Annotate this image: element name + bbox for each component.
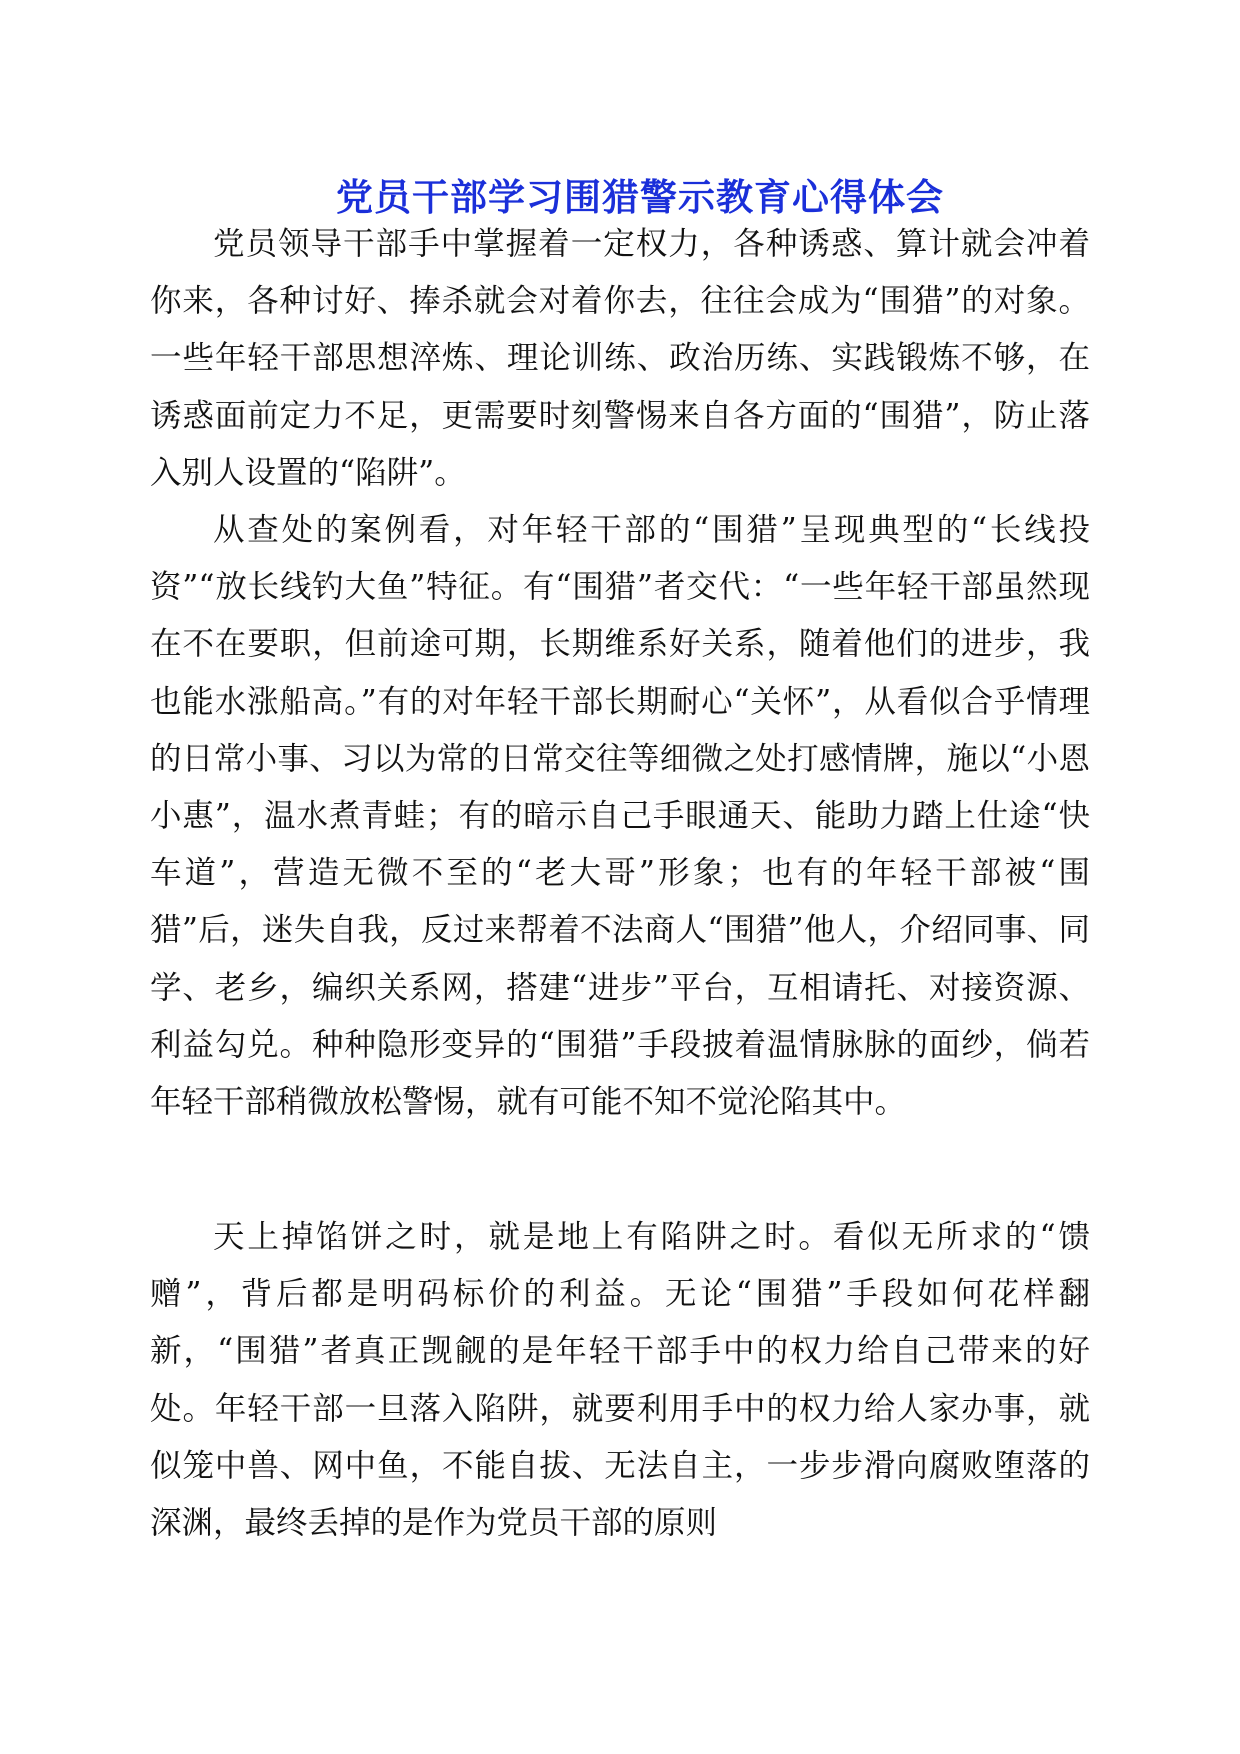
paragraph-2: 从查处的案例看，对年轻干部的“围猎”呈现典型的“长线投资”“放长线钓大鱼”特征。有“围猎”者交代：“一些年轻干部虽然现在不在要职，但前途可期，长期维系好关系，随着他们的进步，我也能水涨船高。”有的对年轻干部长期耐心“关怀”，从看似合乎情理的日常小事、习以为常的日常交往等细微之处打感情牌，施以“小恩小惠”，温水煮青蛙；有的暗示自己手眼通天、能助力踏上仕途“快车道”，营造无微不至的“老大哥”形象；也有的年轻干部被“围猎”后，迷失自我，反过来帮着不法商人“围猎”他人，介绍同事、同学、老乡，编织关系网，搭建“进步”平台，互相请托、对接资源、利益勾兑。种种隐形变异的“围猎”手段披着温情脉脉的面纱，倘若年轻干部稍微放松警惕，就有可能不知不觉沦陷其中。 — [150, 512, 1090, 1121]
paragraph-1: 党员领导干部手中掌握着一定权力，各种诱惑、算计就会冲着你来，各种讨好、捧杀就会对着你去，往往会成为“围猎”的对象。一些年轻干部思想淬炼、理论训练、政治历练、实践锻炼不够，在诱惑面前定力不足，更需要时刻警惕来自各方面的“围猎”，防止落入别人设置的“陷阱”。 — [150, 226, 1090, 491]
document-title: 党员干部学习围猎警示教育心得体会 — [336, 175, 944, 219]
paragraph-3: 天上掉馅饼之时，就是地上有陷阱之时。看似无所求的“馈赠”，背后都是明码标价的利益。无论“围猎”手段如何花样翻新，“围猎”者真正觊觎的是年轻干部手中的权力给自己带来的好处。年轻干部一旦落入陷阱，就要利用手中的权力给人家办事，就似笼中兽、网中鱼，不能自拔、无法自主，一步步滑向腐败堕落的深渊，最终丢掉的是作为党员干部的原则 — [150, 1219, 1090, 1542]
